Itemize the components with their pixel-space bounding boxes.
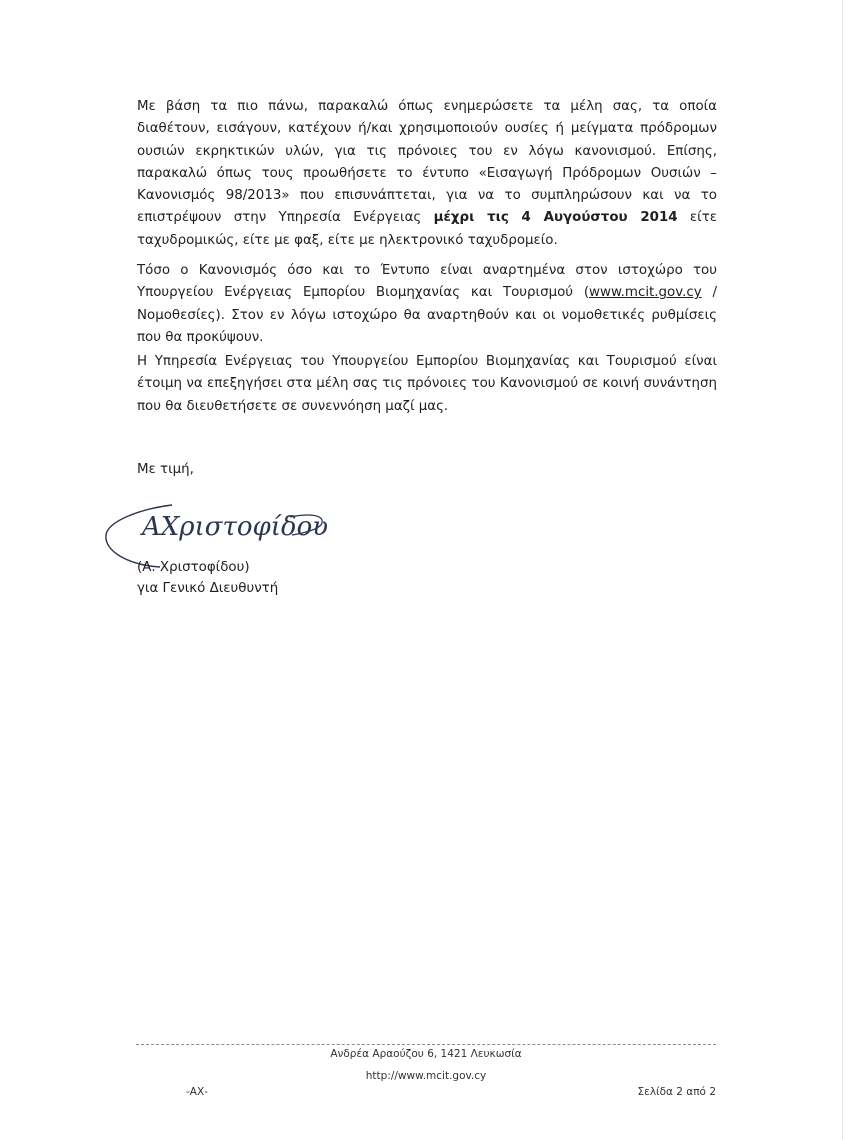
deadline-text: μέχρι τις 4 Αυγούστου 2014 — [433, 210, 678, 226]
submission-methods-text: είτε ταχυδρομικώς, είτε με φαξ, είτε με ηλεκτρονικό ταχυδρομείο. — [137, 210, 717, 248]
ministry-website-link[interactable]: www.mcit.gov.cy — [589, 285, 702, 301]
signature-text: ΑΧριστοφίδου — [142, 512, 329, 542]
footer-address: Ανδρέα Αραούζου 6, 1421 Λευκωσία — [330, 1048, 522, 1060]
paragraph-request — [137, 96, 717, 252]
signer-name: (Α. Χριστοφίδου) — [137, 560, 250, 575]
paragraph-meeting-text: Η Υπηρεσία Ενέργειας του Υπουργείου Εμπορίου Βιομηχανίας και Τουρισμού είναι έτοιμη να επεξηγήσει στα μέλη σας τις πρόνοιες του Κανονισμού σε κοινή συνάντηση που θα διευθετήσετε σε συνεννόηση μαζί μας. — [137, 354, 717, 414]
signer-title: για Γενικό Διευθυντή — [137, 581, 279, 596]
paragraph-website-text — [137, 260, 717, 349]
paragraph-website — [137, 260, 717, 349]
footer-page-number: Σελίδα 2 από 2 — [637, 1086, 716, 1098]
footer-reference: -ΑΧ- — [186, 1086, 208, 1098]
paragraph-meeting — [137, 351, 717, 418]
signer-block — [137, 557, 278, 599]
closing-greeting: Με τιμή, — [137, 462, 194, 477]
request-text: Με βάση τα πιο πάνω, παρακαλώ όπως ενημερώσετε τα μέλη σας, τα οποία διαθέτουν, εισάγουν, κατέχουν ή/και χρησιμοποιούν ουσίες ή μείγματα πρόδρομων ουσιών εκρηκτικών υλών, για τις πρόνοιες του εν λόγω κανονισμού. Επίσης, παρακαλώ όπως τους προωθήσετε το έντυπο «Εισαγωγή Πρόδρομων Ουσιών – Κανονισμός 98/2013» που επισυνάπτεται, για να το συμπληρώσουν και να το επιστρέψουν στην Υπηρεσία Ενέργειας — [137, 99, 717, 226]
website-outro-text: / Νομοθεσίες). Στον εν λόγω ιστοχώρο θα αναρτηθούν και οι νομοθετικές ρυθμίσεις που θα προκύψουν. — [137, 285, 717, 345]
footer-website[interactable]: http://www.mcit.gov.cy — [365, 1070, 487, 1082]
footer-divider — [136, 1044, 716, 1045]
paragraph-request-text — [137, 96, 717, 252]
website-intro-text: Τόσο ο Κανονισμός όσο και το Έντυπο είναι αναρτημένα στον ιστοχώρο του Υπουργείου Ενέργειας Εμπορίου Βιομηχανίας και Τουρισμού ( — [137, 263, 717, 301]
